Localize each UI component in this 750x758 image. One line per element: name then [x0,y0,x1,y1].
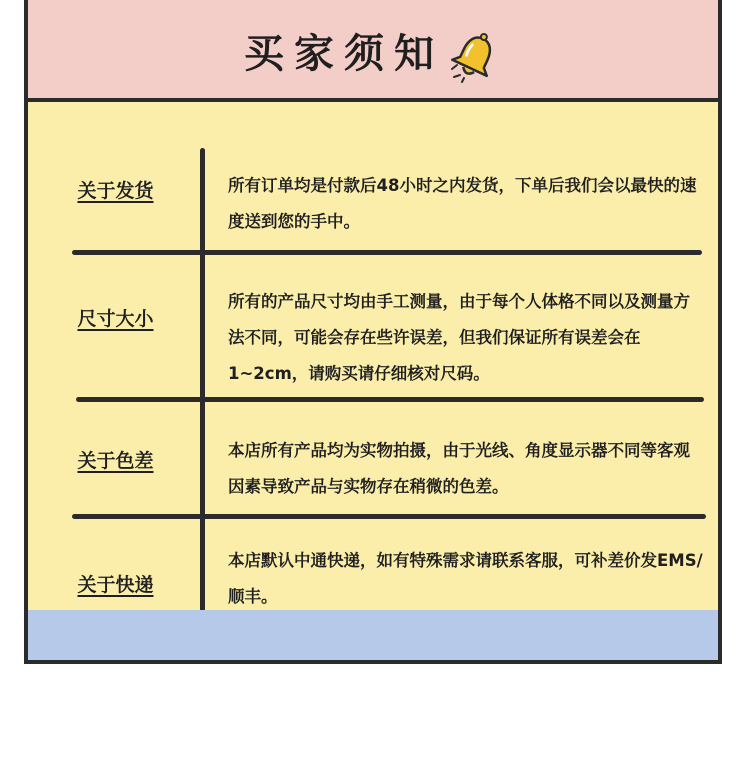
text-size: 所有的产品尺寸均由手工测量，由于每个人体格不同以及测量方法不同，可能会存在些许误差，但我们保证所有误差会在1~2cm，请购买请仔细核对尺码。 [228,292,690,383]
label-color-difference: 关于色差 [77,450,154,472]
text-courier: 本店默认中通快递，如有特殊需求请联系客服，可补差价发EMS/顺丰。 [228,551,703,606]
title-text: 买家须知 [244,31,444,77]
text-shipping: 所有订单均是付款后48小时之内发货，下单后我们会以最快的速度送到您的手中。 [228,176,697,231]
label-shipping: 关于发货 [77,180,154,202]
page-title [28,22,718,83]
row-divider [72,514,706,519]
column-divider [200,148,205,612]
text-color-difference: 本店所有产品均为实物拍摄，由于光线、角度显示器不同等客观因素导致产品与实物存在稍微的色差。 [228,441,690,496]
row-divider [76,397,704,402]
label-courier: 关于快递 [77,574,154,596]
notice-header [28,0,718,102]
notice-card [24,0,722,664]
footer-band [28,610,718,664]
bell-icon [448,29,502,83]
row-divider [72,250,702,255]
label-size: 尺寸大小 [77,308,154,330]
